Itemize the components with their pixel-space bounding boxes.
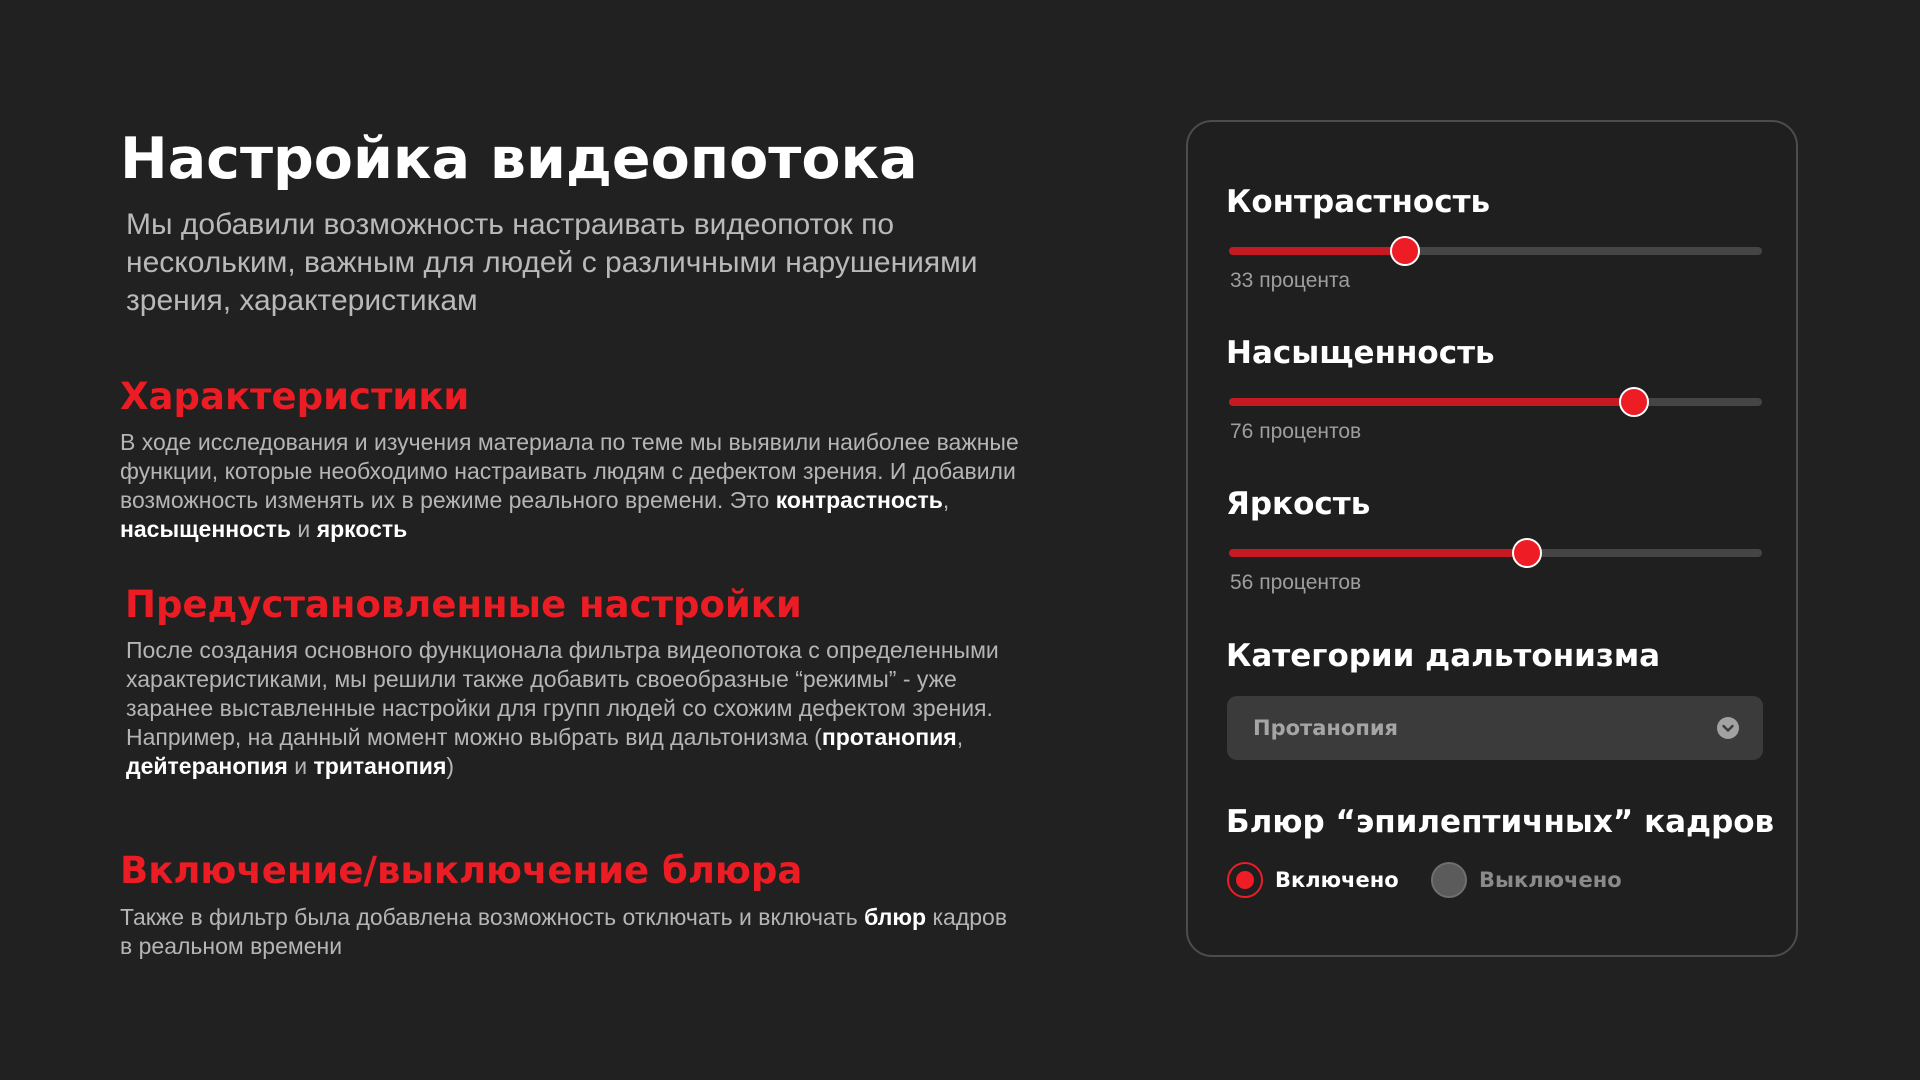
section-heading-blur: Включение/выключение блюра — [120, 849, 803, 892]
slider-fill — [1229, 398, 1634, 406]
slider-thumb[interactable] — [1512, 538, 1542, 568]
contrast-slider[interactable] — [1229, 247, 1762, 255]
saturation-label: Насыщенность — [1226, 335, 1495, 371]
contrast-label: Контрастность — [1226, 184, 1491, 220]
section-text-highlight: яркость — [316, 516, 408, 542]
colorblind-select-value: Протанопия — [1253, 716, 1399, 740]
contrast-value: 33 процента — [1230, 269, 1351, 292]
blur-radio-group — [1227, 861, 1767, 899]
brightness-value: 56 процентов — [1230, 571, 1362, 594]
section-text-part: ) — [446, 753, 455, 779]
section-text-part: и — [287, 753, 314, 779]
page-title: Настройка видеопотока — [120, 126, 918, 192]
saturation-value: 76 процентов — [1230, 420, 1362, 443]
blur-on-radio[interactable] — [1227, 861, 1397, 899]
brightness-label: Яркость — [1226, 486, 1371, 522]
section-text-part: В ходе исследования и изучения материала по теме мы выявили наиболее важные функции, которые необходимо настраивать людям с дефектом зрения. И добавили возможность изменять их в режиме реального времени. Это — [120, 429, 1019, 513]
slider-thumb[interactable] — [1390, 236, 1420, 266]
section-text-highlight: блюр — [864, 904, 927, 930]
blur-off-radio[interactable] — [1431, 861, 1631, 899]
saturation-slider[interactable] — [1229, 398, 1762, 406]
colorblind-label: Категории дальтонизма — [1226, 638, 1661, 674]
slider-fill — [1229, 549, 1527, 557]
brightness-slider[interactable] — [1229, 549, 1762, 557]
colorblind-select[interactable] — [1227, 696, 1763, 760]
section-text-part: и — [291, 516, 317, 542]
blur-label: Блюр “эпилептичных” кадров — [1226, 804, 1775, 840]
section-text-presets — [126, 636, 1026, 781]
blur-off-label: Выключено — [1479, 868, 1622, 892]
section-text-characteristics — [120, 428, 1050, 544]
slider-thumb[interactable] — [1619, 387, 1649, 417]
slider-fill — [1229, 247, 1405, 255]
radio-checked-icon — [1227, 862, 1263, 898]
section-text-part: Также в фильтр была добавлена возможность отключать и включать — [120, 904, 865, 930]
blur-on-label: Включено — [1275, 868, 1399, 892]
section-heading-presets: Предустановленные настройки — [125, 583, 802, 626]
section-text-highlight: дейтеранопия — [126, 753, 288, 779]
section-text-part: После создания основного функционала фильтра видеопотока с определенными характеристиками, мы решили также добавить своеобразные “режимы” - уже заранее выставленные настройки для групп людей со схожим дефектом зрения. Например, на данный момент можно выбрать вид дальтонизма ( — [126, 637, 999, 750]
section-text-part: , — [956, 724, 964, 750]
section-text-part: кадров в реальном времени — [120, 904, 1008, 959]
settings-panel — [1186, 120, 1798, 957]
section-text-highlight: протанопия — [821, 724, 957, 750]
section-text-highlight: контрастность — [775, 487, 943, 513]
section-text-highlight: тританопия — [313, 753, 447, 779]
chevron-down-icon — [1717, 717, 1739, 739]
page-subtitle: Мы добавили возможность настраивать видеопоток по нескольким, важным для людей с различными нарушениями зрения, характеристикам — [126, 208, 978, 317]
section-text-highlight: насыщенность — [120, 516, 292, 542]
section-text-blur — [120, 903, 1020, 961]
section-heading-characteristics: Характеристики — [120, 375, 470, 418]
section-text-part: , — [942, 487, 950, 513]
radio-unchecked-icon — [1431, 862, 1467, 898]
